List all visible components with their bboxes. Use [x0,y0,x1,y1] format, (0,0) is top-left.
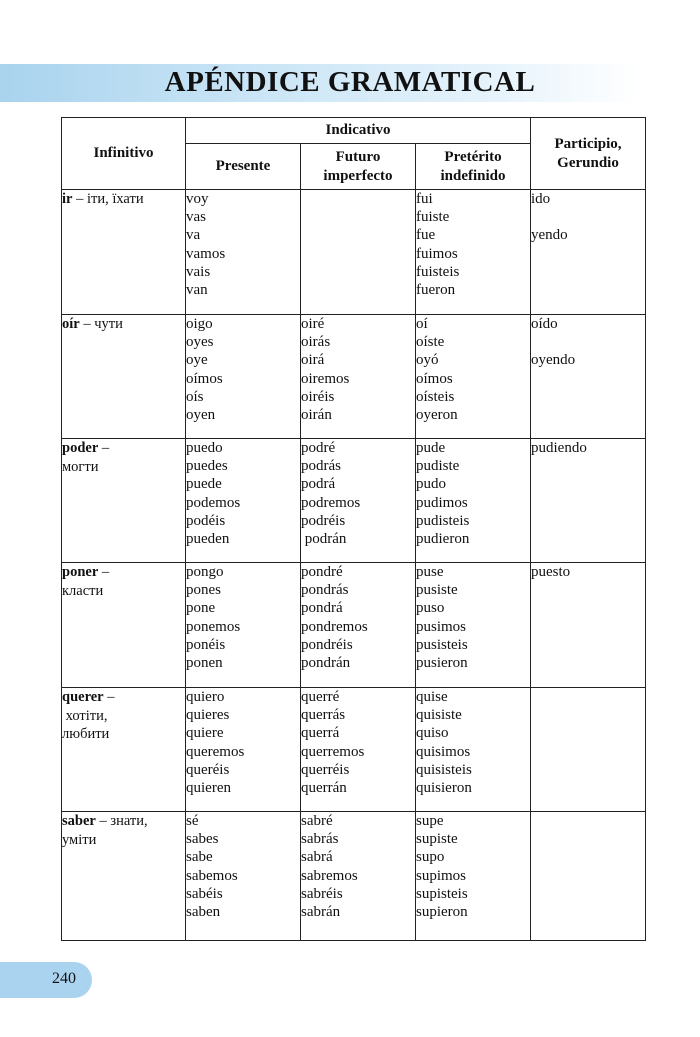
verb-form: pone [186,600,216,617]
verb-form: sabréis [301,885,343,902]
verb-line [62,688,185,707]
verb-line [62,439,185,458]
verb-cell [62,439,186,563]
verb-cell [62,688,186,812]
verb-form: podremos [301,494,361,511]
futuro-cell [301,190,416,315]
verb-form: pongo [186,564,224,580]
verb-form: oí [416,316,428,332]
verb-translation: – знати, [95,813,148,829]
header-participio-line2: Gerundio [557,154,619,171]
page-number-tab [0,962,92,998]
participio-form [531,457,645,475]
verb-form: vamos [186,245,226,262]
verb-form: pudimos [416,494,468,511]
verb-form: supisteis [416,885,468,902]
verb-form [301,281,415,299]
futuro-cell [301,812,416,941]
table-row [62,190,646,315]
verb-form: quisimos [416,743,471,760]
verb-infinitive: oír [62,316,80,332]
verb-form: queréis [186,761,230,778]
verb-form: quiere [186,725,224,742]
verb-form: ponéis [186,636,226,653]
verb-form: oirás [301,334,331,351]
verb-form: pudiste [416,458,460,475]
verb-form [301,208,415,226]
verb-form: oísteis [416,388,455,405]
verb-form: saben [186,903,221,920]
verb-form: ponen [186,654,223,671]
verb-form: podréis [301,512,346,529]
verb-form: oyes [186,334,214,351]
verb-form: sé [186,813,199,829]
verb-translation: – [98,440,110,456]
verb-form: sabe [186,849,213,866]
verb-form: van [186,281,208,298]
verb-form: sabremos [301,867,358,884]
verb-form: oíste [416,334,445,351]
verb-form: puedes [186,458,228,475]
verb-translation-line: хотіти, [62,707,108,724]
page-title: APÉNDICE GRAMATICAL [164,66,536,98]
header-preterito-line2: indefinido [440,167,506,184]
header-preterito-line1: Pretérito [444,148,502,165]
participio-form [531,830,645,848]
table-row [62,315,646,439]
participio-form [531,208,645,226]
verb-form: pones [186,582,221,599]
verb-translation-line: уміти [62,831,97,848]
verb-form: puse [416,564,444,580]
verb-form: querrá [301,725,340,742]
table-row [62,439,646,563]
participio-form [531,724,645,742]
verb-form: quieres [186,707,230,724]
verb-translation: – [103,689,115,705]
participio-form [531,706,645,724]
verb-infinitive: ir [62,191,73,207]
verb-form: pusimos [416,618,467,635]
verb-form: oís [186,388,204,405]
verb-form: oye [186,352,208,369]
verb-form: fue [416,227,436,244]
futuro-cell [301,688,416,812]
verb-form: vais [186,263,211,280]
verb-form: oiréis [301,388,335,405]
header-presente: Presente [186,144,301,190]
participio-form [531,688,645,706]
verb-form: supieron [416,903,468,920]
presente-cell [186,190,301,315]
table-row [62,812,646,941]
verb-translation-line: могти [62,458,99,475]
header-participio-line1: Participio, [554,135,622,152]
verb-form: podéis [186,512,226,529]
verb-translation-line: любити [62,726,110,742]
verb-form: supe [416,813,444,829]
presente-cell [186,563,301,688]
participio-cell [531,439,646,563]
verb-line [62,190,185,209]
verb-form: sabré [301,813,333,829]
participio-form: oyendo [531,352,576,369]
verb-form: supo [416,849,445,866]
participio-form [531,599,645,617]
verb-translation: – чути [79,316,123,332]
participio-cell [531,563,646,688]
verb-form: querré [301,689,340,705]
verb-form: pondréis [301,636,353,653]
verb-form [301,226,415,244]
verb-form: pude [416,440,446,456]
verb-form: supiste [416,831,458,848]
verb-form [301,245,415,263]
verb-form: fuiste [416,209,450,226]
preterito-cell [416,812,531,941]
verb-infinitive: poner [62,564,99,580]
table-body [62,190,646,941]
verb-form: va [186,227,201,244]
verb-form: podrá [301,476,336,493]
page-number: 240 [52,970,76,987]
participio-cell [531,688,646,812]
participio-form [531,333,645,351]
participio-form: oído [531,316,558,332]
verb-form: podrán [301,530,347,547]
participio-cell [531,812,646,941]
verb-form: quieren [186,779,231,796]
verb-form: quisisteis [416,761,472,778]
verb-form: oyeron [416,406,458,423]
participio-form [531,581,645,599]
verb-form: oirá [301,352,325,369]
presente-cell [186,812,301,941]
presente-cell [186,439,301,563]
verb-translation: – іти, їхати [72,191,144,207]
verb-infinitive: querer [62,689,104,705]
verb-form: pondrá [301,600,343,617]
verb-translation: – [98,564,110,580]
verb-form: oímos [186,370,223,387]
verb-form: oímos [416,370,453,387]
verb-form: oyó [416,352,439,369]
verb-form: vas [186,209,206,226]
verb-form: sabrá [301,849,333,866]
presente-cell [186,688,301,812]
verb-infinitive: saber [62,813,96,829]
verb-form: oiremos [301,370,350,387]
verb-form: fui [416,191,433,207]
preterito-cell [416,315,531,439]
preterito-cell [416,190,531,315]
participio-cell [531,190,646,315]
participio-form [531,812,645,830]
header-indicativo: Indicativo [186,118,531,144]
participio-cell [531,315,646,439]
verb-line [62,812,185,831]
presente-cell [186,315,301,439]
verb-form: podré [301,440,336,456]
verb-cell [62,190,186,315]
verb-infinitive: poder [62,440,99,456]
verb-form: fuimos [416,245,458,262]
verb-form: pusisteis [416,636,468,653]
verb-form: pudieron [416,530,470,547]
preterito-cell [416,563,531,688]
verb-form: pondremos [301,618,368,635]
participio-form: pudiendo [531,440,587,456]
verb-form: pusieron [416,654,468,671]
verb-form: sabemos [186,867,238,884]
participio-form: yendo [531,227,568,244]
verb-form: quise [416,689,448,705]
preterito-cell [416,688,531,812]
verb-form: quiero [186,689,225,705]
verb-form: supimos [416,867,467,884]
verb-form: querrán [301,779,347,796]
header-futuro-line2: imperfecto [323,167,393,184]
verb-form: pondrán [301,654,351,671]
verb-form: pondrás [301,582,349,599]
verb-form: pueden [186,530,230,547]
futuro-cell [301,563,416,688]
participio-form: puesto [531,564,571,580]
verb-form: podrás [301,458,341,475]
verb-form: queremos [186,743,245,760]
verb-form [301,263,415,281]
header-futuro [301,144,416,190]
conjugation-table [61,117,646,941]
verb-form: pondré [301,564,343,580]
verb-form: quisiste [416,707,462,724]
table-row [62,688,646,812]
verb-form: puede [186,476,222,493]
verb-form: querrás [301,707,346,724]
verb-form: oiré [301,316,325,332]
verb-form: voy [186,191,209,207]
futuro-cell [301,439,416,563]
header-infinitivo: Infinitivo [62,118,186,190]
verb-form: puso [416,600,445,617]
verb-line [62,315,185,334]
verb-form: sabes [186,831,219,848]
verb-form: quisieron [416,779,472,796]
verb-form: oirán [301,406,332,423]
header-participio [531,118,646,190]
verb-form: querremos [301,743,365,760]
header-futuro-line1: Futuro [335,148,381,165]
verb-form: fueron [416,281,456,298]
verb-form: sabéis [186,885,223,902]
participio-form: ido [531,191,551,207]
participio-form [531,475,645,493]
futuro-cell [301,315,416,439]
verb-line [62,563,185,582]
table-row [62,563,646,688]
verb-cell [62,315,186,439]
verb-form: pusiste [416,582,458,599]
verb-form: quiso [416,725,449,742]
verb-form: oigo [186,316,213,332]
verb-form: querréis [301,761,350,778]
verb-form: pudo [416,476,446,493]
header-preterito [416,144,531,190]
verb-translation-line: класти [62,582,104,599]
verb-form: puedo [186,440,223,456]
preterito-cell [416,439,531,563]
participio-form [531,848,645,866]
verb-form: pudisteis [416,512,470,529]
verb-form [301,190,415,208]
verb-form: fuisteis [416,263,460,280]
verb-cell [62,812,186,941]
verb-form: sabrás [301,831,339,848]
verb-form: oyen [186,406,216,423]
verb-cell [62,563,186,688]
verb-form: ponemos [186,618,241,635]
verb-form: podemos [186,494,241,511]
verb-form: sabrán [301,903,341,920]
